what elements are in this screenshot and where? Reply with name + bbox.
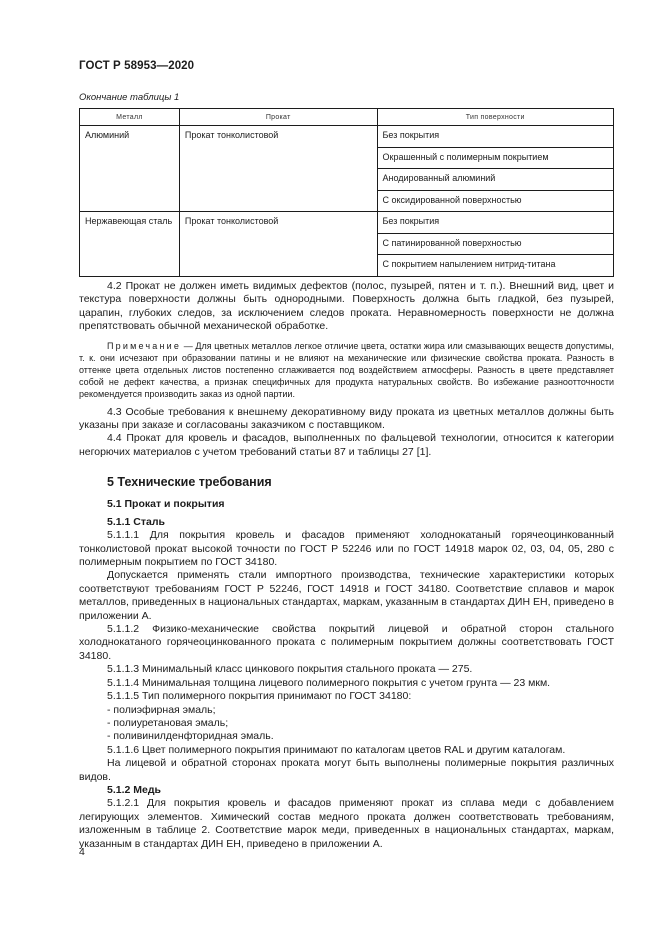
subsection-heading-5-1-1: 5.1.1 Сталь [107,515,165,528]
paragraph-5-1-1-5: 5.1.1.5 Тип полимерного покрытия принимают по ГОСТ 34180: [107,690,412,703]
paragraph-5-1-1-6: 5.1.1.6 Цвет полимерного покрытия принимают по каталогам цветов RAL и другим каталогам. [107,743,566,756]
note-label: Примечание [107,340,182,351]
cell-surface: С оксидированной поверхностью [377,190,614,212]
section-4-text [79,280,614,459]
column-header-metal: Металл [80,109,180,126]
paragraph-coating-sides: На лицевой и обратной сторонах проката могут быть выполнены полимерные покрытия различных видов. [79,757,614,783]
cell-surface: Анодированный алюминий [377,169,614,191]
paragraph-5-1-1-4: 5.1.1.4 Минимальная толщина лицевого полимерного покрытия с учетом грунта — 23 мкм. [107,676,551,689]
cell-surface: Окрашенный с полимерным покрытием [377,147,614,169]
column-header-surface: Тип поверхности [377,109,614,126]
paragraph-4-3: 4.3 Особые требования к внешнему декоративному виду проката из цветных металлов должны быть указаны при заказе и согласованы заказчиком с поставщиком. [79,405,614,432]
note-text: — Для цветных металлов легкое отличие цвета, остатки жира или смазывающих веществ допустимы, т. к. они исчезают при образовании патины и не влияют на механические или физические свойства проката. Разность в оттенке цвета отдельных листов постепенно сглаживается под воздействием атмосферы. Разность в цвете представляет собой не дефект качества, а признак специфичных для продукта натуральных свойств. Во избежание разноотточности рекомендуется производить заказ из одной партии. [79,340,614,400]
cell-metal: Нержавеющая сталь [80,212,180,277]
cell-product: Прокат тонколистовой [179,212,377,277]
cell-metal: Алюминий [80,126,180,212]
paragraph-5-1-2-1: 5.1.2.1 Для покрытия кровель и фасадов применяют прокат из сплава меди с добавлением легирующих элементов. Химический состав медного проката должен соответствовать требованиям, изложенным в таблице 2. Соответствие марок меди, приведенных в национальных стандартах, маркам, указанным в стандартах ДИН ЕН, приведено в приложении А. [79,797,614,850]
paragraph-4-4: 4.4 Прокат для кровель и фасадов, выполненных по фальцевой технологии, относится к категории негорючих материалов с учетом требований статьи 87 и таблицы 27 [1]. [79,432,614,458]
paragraph-5-1-1-2: 5.1.1.2 Физико-механические свойства покрытий лицевой и обратной сторон стального холоднокатаного горячеоцинкованного проката с полимерным покрытием должны соответствовать ГОСТ 34180. [79,623,614,662]
list-item: - полиуретановая эмаль; [107,716,229,729]
surface-type-table [79,108,614,277]
cell-product: Прокат тонколистовой [179,126,377,212]
table-caption: Окончание таблицы 1 [79,92,180,103]
subsection-heading-5-1: 5.1 Прокат и покрытия [107,498,225,511]
paragraph-4-2: 4.2 Прокат не должен иметь видимых дефектов (полос, пузырей, пятен и т. п.). Внешний вид, цвет и текстура поверхности должны быть однородными. Поверхность должна быть гладкой, без пузырей, царапин, глубоких следов, за исключением следов проката. Неравномерность поверхности не должна препятствовать обычной механической обработке. [79,280,614,333]
table-header-row [80,109,614,126]
note [79,340,614,401]
column-header-product: Прокат [179,109,377,126]
table-row [80,126,614,148]
list-item: - полиэфирная эмаль; [107,703,216,716]
cell-surface: С покрытием напылением нитрид-титана [377,255,614,277]
section-heading-5: 5 Технические требования [107,475,272,489]
table-row [80,212,614,234]
cell-surface: Без покрытия [377,126,614,148]
paragraph-5-1-1-1: 5.1.1.1 Для покрытия кровель и фасадов применяют холоднокатаный горячеоцинкованный тонколистовой прокат высокой точности по ГОСТ Р 52246 или по ГОСТ 14918 марок 02, 03, 04, 05, 280 с полимерным покрытием по ГОСТ 34180. [79,529,614,569]
section-5-text [79,476,614,851]
list-item: - поливинилденфторидная эмаль. [107,730,274,743]
page-number: 4 [79,846,85,858]
paragraph-5-1-1-3: 5.1.1.3 Минимальный класс цинкового покрытия стального проката — 275. [107,663,473,676]
subsection-heading-5-1-2: 5.1.2 Медь [107,783,161,796]
document-code: ГОСТ Р 58953—2020 [79,60,195,72]
paragraph-import-steel: Допускается применять стали импортного производства, технические характеристики которых соответствуют требованиям ГОСТ Р 52246, ГОСТ 14918 и ГОСТ 34180. Соответствие сплавов и марок металлов, приведенных в национальных стандартах, маркам, указанным в стандартах ДИН ЕН, приведено в приложении А. [79,569,614,622]
cell-surface: С патинированной поверхностью [377,233,614,255]
cell-surface: Без покрытия [377,212,614,234]
